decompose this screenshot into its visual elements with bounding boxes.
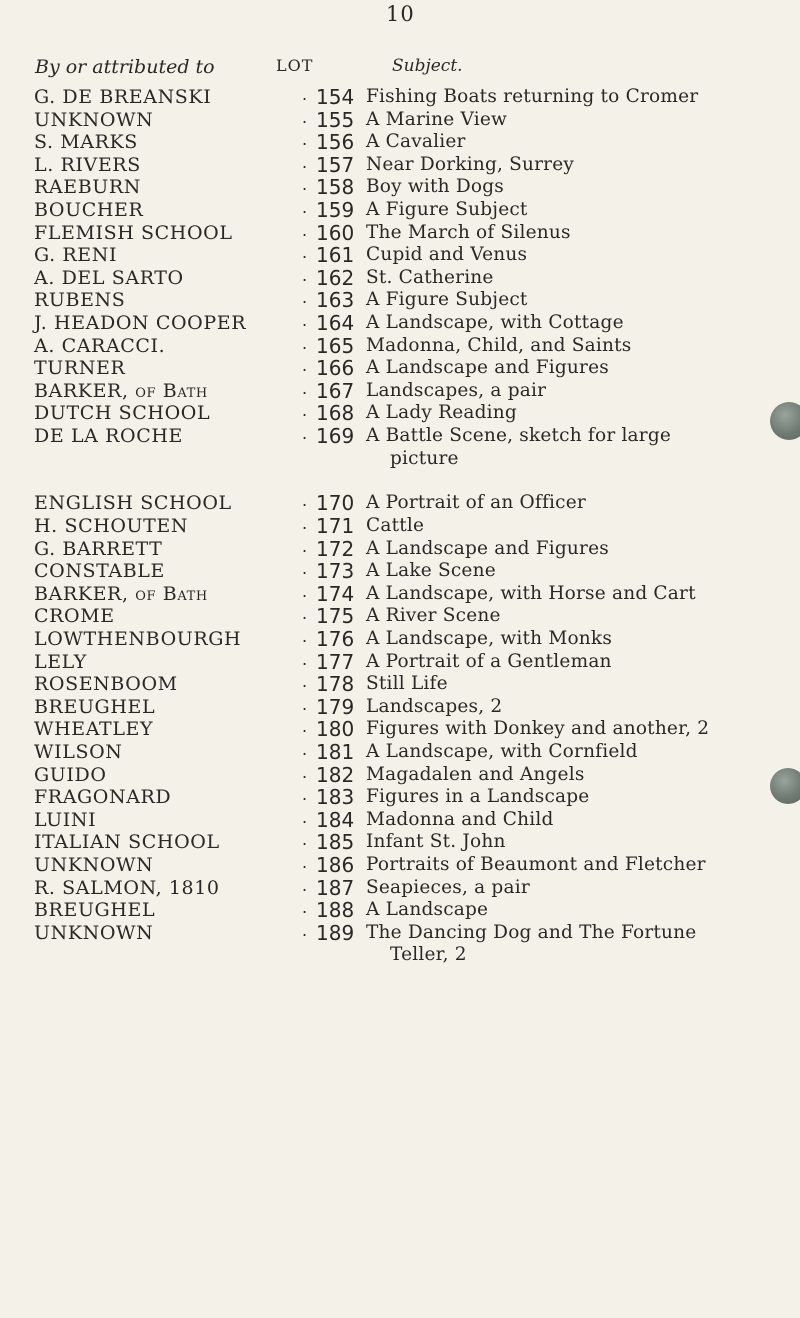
- subject-line: A Portrait of an Officer: [366, 492, 586, 514]
- lot-number: 161: [316, 243, 355, 268]
- catalogue-row: [0, 199, 800, 222]
- artist-name: CROME: [34, 605, 115, 628]
- lot-number: 166: [316, 356, 355, 381]
- leader-dot: .: [302, 378, 308, 398]
- catalogue-row: [0, 176, 800, 199]
- lot-number: 170: [316, 491, 355, 516]
- artist-name: UNKNOWN: [34, 853, 154, 876]
- subject-line: Cupid and Venus: [366, 244, 528, 266]
- lot-number: 169: [316, 423, 355, 448]
- lot-number: 159: [316, 197, 355, 222]
- artist-name: DE LA ROCHE: [34, 424, 183, 447]
- subject-text: [366, 538, 782, 561]
- artist-name: UNKNOWN: [34, 921, 154, 944]
- catalogue-row: [0, 515, 800, 538]
- lot-number: 186: [316, 852, 355, 877]
- artist-name: RAEBURN: [34, 176, 142, 199]
- artist-name: LELY: [34, 650, 87, 673]
- subject-text: [366, 605, 782, 628]
- subject-text: [366, 222, 782, 245]
- leader-dot: .: [302, 785, 308, 805]
- lot-number: 174: [316, 581, 355, 606]
- catalogue-row: [0, 831, 800, 854]
- subject-line: St. Catherine: [366, 266, 494, 288]
- artist-name: L. RIVERS: [34, 153, 141, 176]
- subject-line: Magadalen and Angels: [366, 763, 585, 785]
- subject-line: Cattle: [366, 515, 425, 537]
- lot-number: 167: [316, 378, 355, 403]
- subject-text: [366, 764, 782, 787]
- subject-line: Madonna and Child: [366, 808, 554, 830]
- lot-number: 178: [316, 672, 355, 697]
- subject-line: Landscapes, 2: [366, 695, 503, 717]
- artist-name: DUTCH SCHOOL: [34, 402, 211, 425]
- leader-dot: .: [302, 197, 308, 217]
- subject-text: [366, 289, 782, 312]
- catalogue-row: [0, 628, 800, 651]
- subject-line: Infant St. John: [366, 831, 506, 853]
- leader-dot: .: [302, 762, 308, 782]
- leader-dot: .: [302, 243, 308, 263]
- subject-line: Fishing Boats returning to Cromer: [366, 86, 699, 107]
- catalogue-row: [0, 222, 800, 245]
- catalogue-row: [0, 154, 800, 177]
- catalogue-row: [0, 312, 800, 335]
- subject-line: The March of Silenus: [366, 221, 571, 243]
- subject-text: [366, 560, 782, 583]
- leader-dot: .: [302, 152, 308, 172]
- subject-text: [366, 809, 782, 832]
- lot-number: 189: [316, 920, 355, 945]
- catalogue-row: [0, 786, 800, 809]
- artist-name: A. CARACCI.: [34, 334, 166, 357]
- subject-text: [366, 357, 782, 380]
- subject-text: [366, 718, 782, 741]
- catalogue-row: [0, 718, 800, 741]
- catalogue-row: [0, 899, 800, 922]
- artist-name: S. MARKS: [34, 131, 138, 154]
- catalogue-row: [0, 492, 800, 515]
- catalogue-row: [0, 289, 800, 312]
- leader-dot: .: [302, 672, 308, 692]
- catalogue-row: [0, 86, 800, 109]
- lot-number: 160: [316, 220, 355, 245]
- subject-line: Boy with Dogs: [366, 176, 504, 198]
- subject-text: [366, 380, 782, 403]
- leader-dot: .: [302, 627, 308, 647]
- subject-text: [366, 425, 782, 470]
- subject-text: [366, 109, 782, 132]
- lot-number: 175: [316, 604, 355, 629]
- lot-number: 172: [316, 536, 355, 561]
- leader-dot: .: [302, 288, 308, 308]
- subject-line: A Cavalier: [366, 131, 466, 153]
- subject-line: Seapieces, a pair: [366, 876, 530, 898]
- lot-number: 185: [316, 830, 355, 855]
- subject-continuation: Teller, 2: [390, 944, 467, 966]
- subject-line: A Landscape, with Monks: [366, 628, 613, 650]
- artist-name: RUBENS: [34, 289, 126, 312]
- leader-dot: .: [302, 333, 308, 353]
- subject-line: A Battle Scene, sketch for large: [366, 424, 672, 446]
- lot-number: 154: [316, 85, 355, 109]
- lot-number: 156: [316, 130, 355, 155]
- lot-number: 179: [316, 694, 355, 719]
- subject-text: [366, 628, 782, 651]
- leader-dot: .: [302, 875, 308, 895]
- lot-number: 171: [316, 514, 355, 539]
- subject-text: [366, 899, 782, 922]
- page-number: 10: [386, 2, 415, 26]
- subject-text: [366, 515, 782, 538]
- subject-line: A Figure Subject: [366, 289, 528, 311]
- catalogue-list: [0, 86, 800, 967]
- lot-number: 176: [316, 627, 355, 652]
- lot-number: 155: [316, 107, 355, 132]
- lot-number: 182: [316, 762, 355, 787]
- artist-name: G. DE BREANSKI: [34, 86, 212, 108]
- subject-line: Still Life: [366, 673, 448, 695]
- subject-line: Landscapes, a pair: [366, 379, 547, 401]
- leader-dot: .: [302, 491, 308, 511]
- leader-dot: .: [302, 401, 308, 421]
- subject-line: A Marine View: [366, 108, 508, 130]
- subject-line: The Dancing Dog and The Fortune: [366, 921, 697, 943]
- subject-line: Figures with Donkey and another, 2: [366, 718, 710, 740]
- leader-dot: .: [302, 536, 308, 556]
- subject-line: A Landscape, with Cornfield: [366, 741, 638, 763]
- lot-number: 165: [316, 333, 355, 358]
- subject-text: [366, 335, 782, 358]
- leader-dot: .: [302, 581, 308, 601]
- catalogue-row: [0, 696, 800, 719]
- catalogue-row: [0, 131, 800, 154]
- subject-text: [366, 651, 782, 674]
- catalogue-row: [0, 764, 800, 787]
- catalogue-row: [0, 109, 800, 132]
- lot-number: 158: [316, 175, 355, 200]
- leader-dot: .: [302, 852, 308, 872]
- artist-name: LUINI: [34, 808, 97, 831]
- catalogue-row: [0, 605, 800, 628]
- subject-text: [366, 402, 782, 425]
- leader-dot: .: [302, 107, 308, 127]
- lot-number: 187: [316, 875, 355, 900]
- leader-dot: .: [302, 740, 308, 760]
- subject-text: [366, 131, 782, 154]
- lot-number: 173: [316, 559, 355, 584]
- subject-line: A Landscape and Figures: [366, 537, 609, 559]
- subject-text: [366, 244, 782, 267]
- subject-text: [366, 583, 782, 606]
- leader-dot: .: [302, 717, 308, 737]
- leader-dot: .: [302, 830, 308, 850]
- lot-column-header: LOT: [276, 56, 314, 75]
- subject-column-header: Subject.: [392, 56, 463, 76]
- catalogue-row: [0, 560, 800, 583]
- catalogue-row: [0, 425, 800, 470]
- artist-name: LOWTHENBOURGH: [34, 628, 242, 651]
- leader-dot: .: [302, 85, 308, 104]
- subject-line: Figures in a Landscape: [366, 786, 590, 808]
- artist-name: ENGLISH SCHOOL: [34, 492, 232, 515]
- subject-line: A Lady Reading: [366, 402, 517, 424]
- leader-dot: .: [302, 920, 308, 940]
- stamp-mark: [770, 768, 800, 804]
- artist-name: BARKER, of Bath: [34, 582, 208, 605]
- catalogue-row: [0, 922, 800, 967]
- subject-text: [366, 854, 782, 877]
- artist-name: G. BARRETT: [34, 537, 163, 560]
- artist-name: A. DEL SARTO: [34, 266, 184, 289]
- catalogue-row: [0, 809, 800, 832]
- lot-number: 177: [316, 649, 355, 674]
- subject-text: [366, 199, 782, 222]
- artist-name: GUIDO: [34, 763, 107, 786]
- leader-dot: .: [302, 310, 308, 330]
- artist-name: TURNER: [34, 357, 126, 380]
- subject-text: [366, 786, 782, 809]
- leader-dot: .: [302, 649, 308, 669]
- leader-dot: .: [302, 559, 308, 579]
- catalogue-row: [0, 538, 800, 561]
- artist-name: BOUCHER: [34, 198, 144, 221]
- artist-name: ITALIAN SCHOOL: [34, 831, 220, 854]
- lot-number: 183: [316, 785, 355, 810]
- artist-name: BARKER, of Bath: [34, 379, 208, 402]
- subject-text: [366, 696, 782, 719]
- subject-line: A Portrait of a Gentleman: [366, 650, 612, 672]
- catalogue-row: [0, 335, 800, 358]
- leader-dot: .: [302, 898, 308, 918]
- leader-dot: .: [302, 130, 308, 150]
- leader-dot: .: [302, 356, 308, 376]
- lot-number: 157: [316, 152, 355, 177]
- subject-text: [366, 176, 782, 199]
- leader-dot: .: [302, 604, 308, 624]
- artist-name: G. RENI: [34, 244, 118, 267]
- subject-line: Near Dorking, Surrey: [366, 153, 575, 175]
- subject-text: [366, 86, 782, 109]
- stamp-mark: [770, 402, 800, 440]
- lot-number: 162: [316, 265, 355, 290]
- catalogue-row: [0, 267, 800, 290]
- lot-number: 188: [316, 898, 355, 923]
- artist-column-header: By or attributed to: [35, 56, 215, 78]
- catalogue-row: [0, 673, 800, 696]
- leader-dot: .: [302, 807, 308, 827]
- subject-line: Portraits of Beaumont and Fletcher: [366, 853, 706, 875]
- catalogue-row: [0, 583, 800, 606]
- subject-text: [366, 154, 782, 177]
- lot-number: 164: [316, 310, 355, 335]
- artist-name: BREUGHEL: [34, 899, 156, 922]
- subject-text: [366, 922, 782, 967]
- leader-dot: .: [302, 265, 308, 285]
- leader-dot: .: [302, 220, 308, 240]
- catalogue-row: [0, 741, 800, 764]
- artist-name: WHEATLEY: [34, 718, 154, 741]
- artist-name: FRAGONARD: [34, 786, 172, 809]
- artist-name: FLEMISH SCHOOL: [34, 221, 233, 244]
- catalogue-row: [0, 651, 800, 674]
- artist-name: UNKNOWN: [34, 108, 154, 131]
- artist-name: R. SALMON, 1810: [34, 876, 220, 899]
- subject-line: Madonna, Child, and Saints: [366, 334, 632, 356]
- leader-dot: .: [302, 175, 308, 195]
- lot-number: 180: [316, 717, 355, 742]
- subject-line: A River Scene: [366, 605, 501, 627]
- subject-line: A Lake Scene: [366, 560, 496, 582]
- subject-text: [366, 312, 782, 335]
- lot-number: 163: [316, 288, 355, 313]
- subject-text: [366, 673, 782, 696]
- lot-number: 168: [316, 401, 355, 426]
- lot-number: 181: [316, 740, 355, 765]
- leader-dot: .: [302, 423, 308, 443]
- artist-name: J. HEADON COOPER: [34, 311, 247, 334]
- subject-text: [366, 741, 782, 764]
- subject-line: A Landscape, with Cottage: [366, 311, 624, 333]
- lot-number: 184: [316, 807, 355, 832]
- artist-name: BREUGHEL: [34, 695, 156, 718]
- subject-text: [366, 267, 782, 290]
- subject-line: A Landscape, with Horse and Cart: [366, 582, 696, 604]
- catalogue-row: [0, 244, 800, 267]
- catalogue-row: [0, 380, 800, 403]
- catalogue-row: [0, 402, 800, 425]
- leader-dot: .: [302, 694, 308, 714]
- artist-name: CONSTABLE: [34, 560, 165, 583]
- subject-line: A Landscape: [366, 899, 489, 921]
- subject-line: A Figure Subject: [366, 198, 528, 220]
- catalogue-row: [0, 357, 800, 380]
- subject-text: [366, 877, 782, 900]
- artist-name: H. SCHOUTEN: [34, 515, 189, 538]
- leader-dot: .: [302, 514, 308, 534]
- subject-text: [366, 492, 782, 515]
- subject-continuation: picture: [390, 447, 459, 469]
- catalogue-row: [0, 877, 800, 900]
- artist-name: ROSENBOOM: [34, 673, 178, 696]
- catalogue-row: [0, 854, 800, 877]
- artist-name: WILSON: [34, 741, 123, 764]
- subject-line: A Landscape and Figures: [366, 357, 609, 379]
- subject-text: [366, 831, 782, 854]
